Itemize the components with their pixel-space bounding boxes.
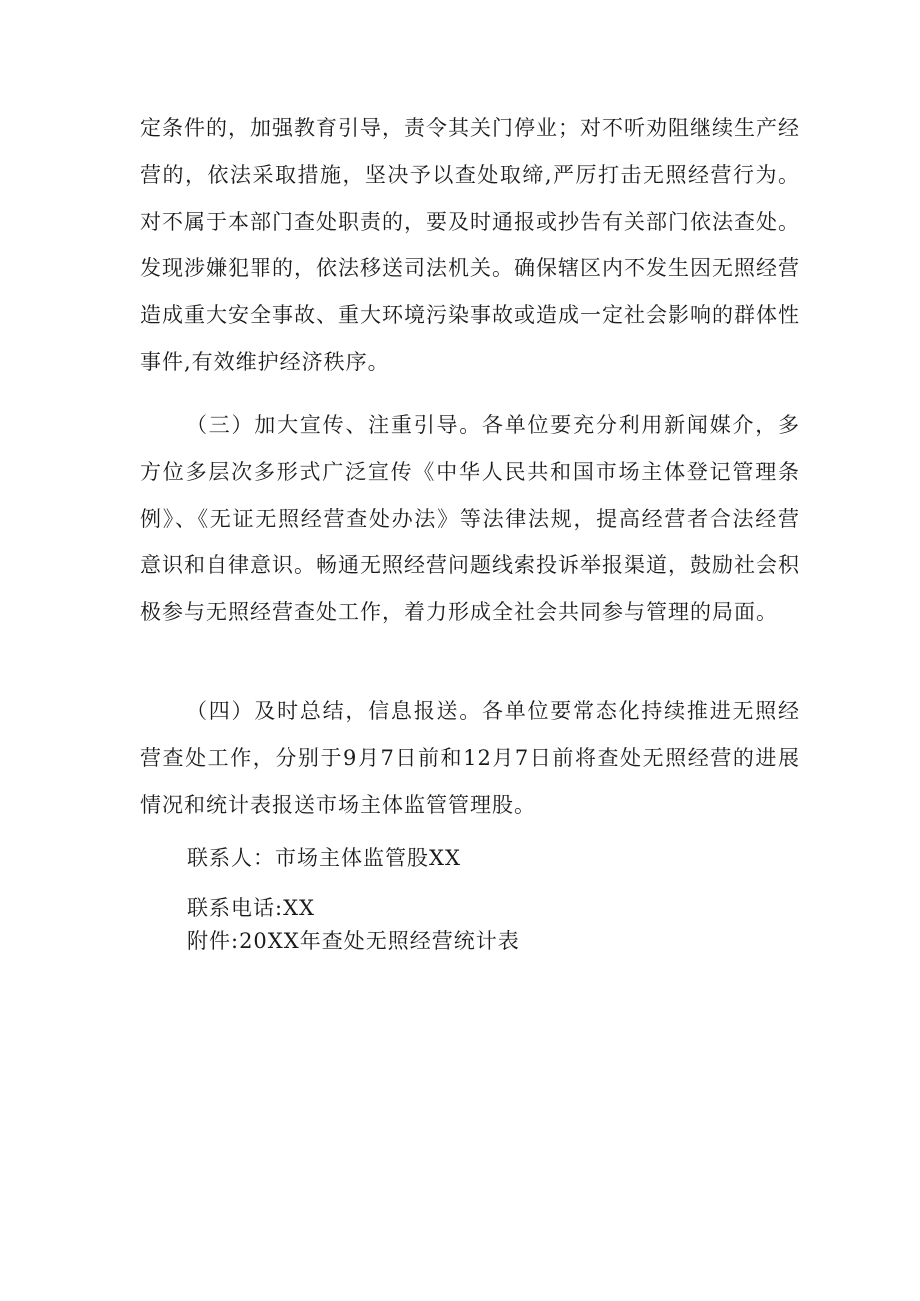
paragraph-publicity: （三）加大宣传、注重引导。各单位要充分利用新闻媒介，多方位多层次多形式广泛宣传《中华人民共和国市场主体登记管理条例》、《无证无照经营查处办法》等法律法规，提高经营者合法经营意识和自律意识。畅通无照经营问题线索投诉举报渠道，鼓励社会积极参与无照经营查处工作，着力形成全社会共同参与管理的局面。 — [140, 413, 800, 625]
paragraph-reporting: （四）及时总结，信息报送。各单位要常态化持续推进无照经营查处工作，分别于9月7日前和12月7日前将查处无照经营的进展情况和统计表报送市场主体监管管理股。 — [140, 699, 800, 817]
attachment-note: 附件:20XX年查处无照经营统计表 — [187, 929, 520, 953]
contact-phone: 联系电话:XX — [187, 896, 315, 920]
contact-person: 联系人：市场主体监管股XX — [187, 846, 461, 870]
paragraph-enforcement: 定条件的，加强教育引导，责令其关门停业；对不听劝阻继续生产经营的，依法采取措施，坚决予以查处取缔,严厉打击无照经营行为。对不属于本部门查处职责的，要及时通报或抄告有关部门依法查处。发现涉嫌犯罪的，依法移送司法机关。确保辖区内不发生因无照经营造成重大安全事故、重大环境污染事故或造成一定社会影响的群体性事件,有效维护经济秩序。 — [140, 116, 800, 374]
